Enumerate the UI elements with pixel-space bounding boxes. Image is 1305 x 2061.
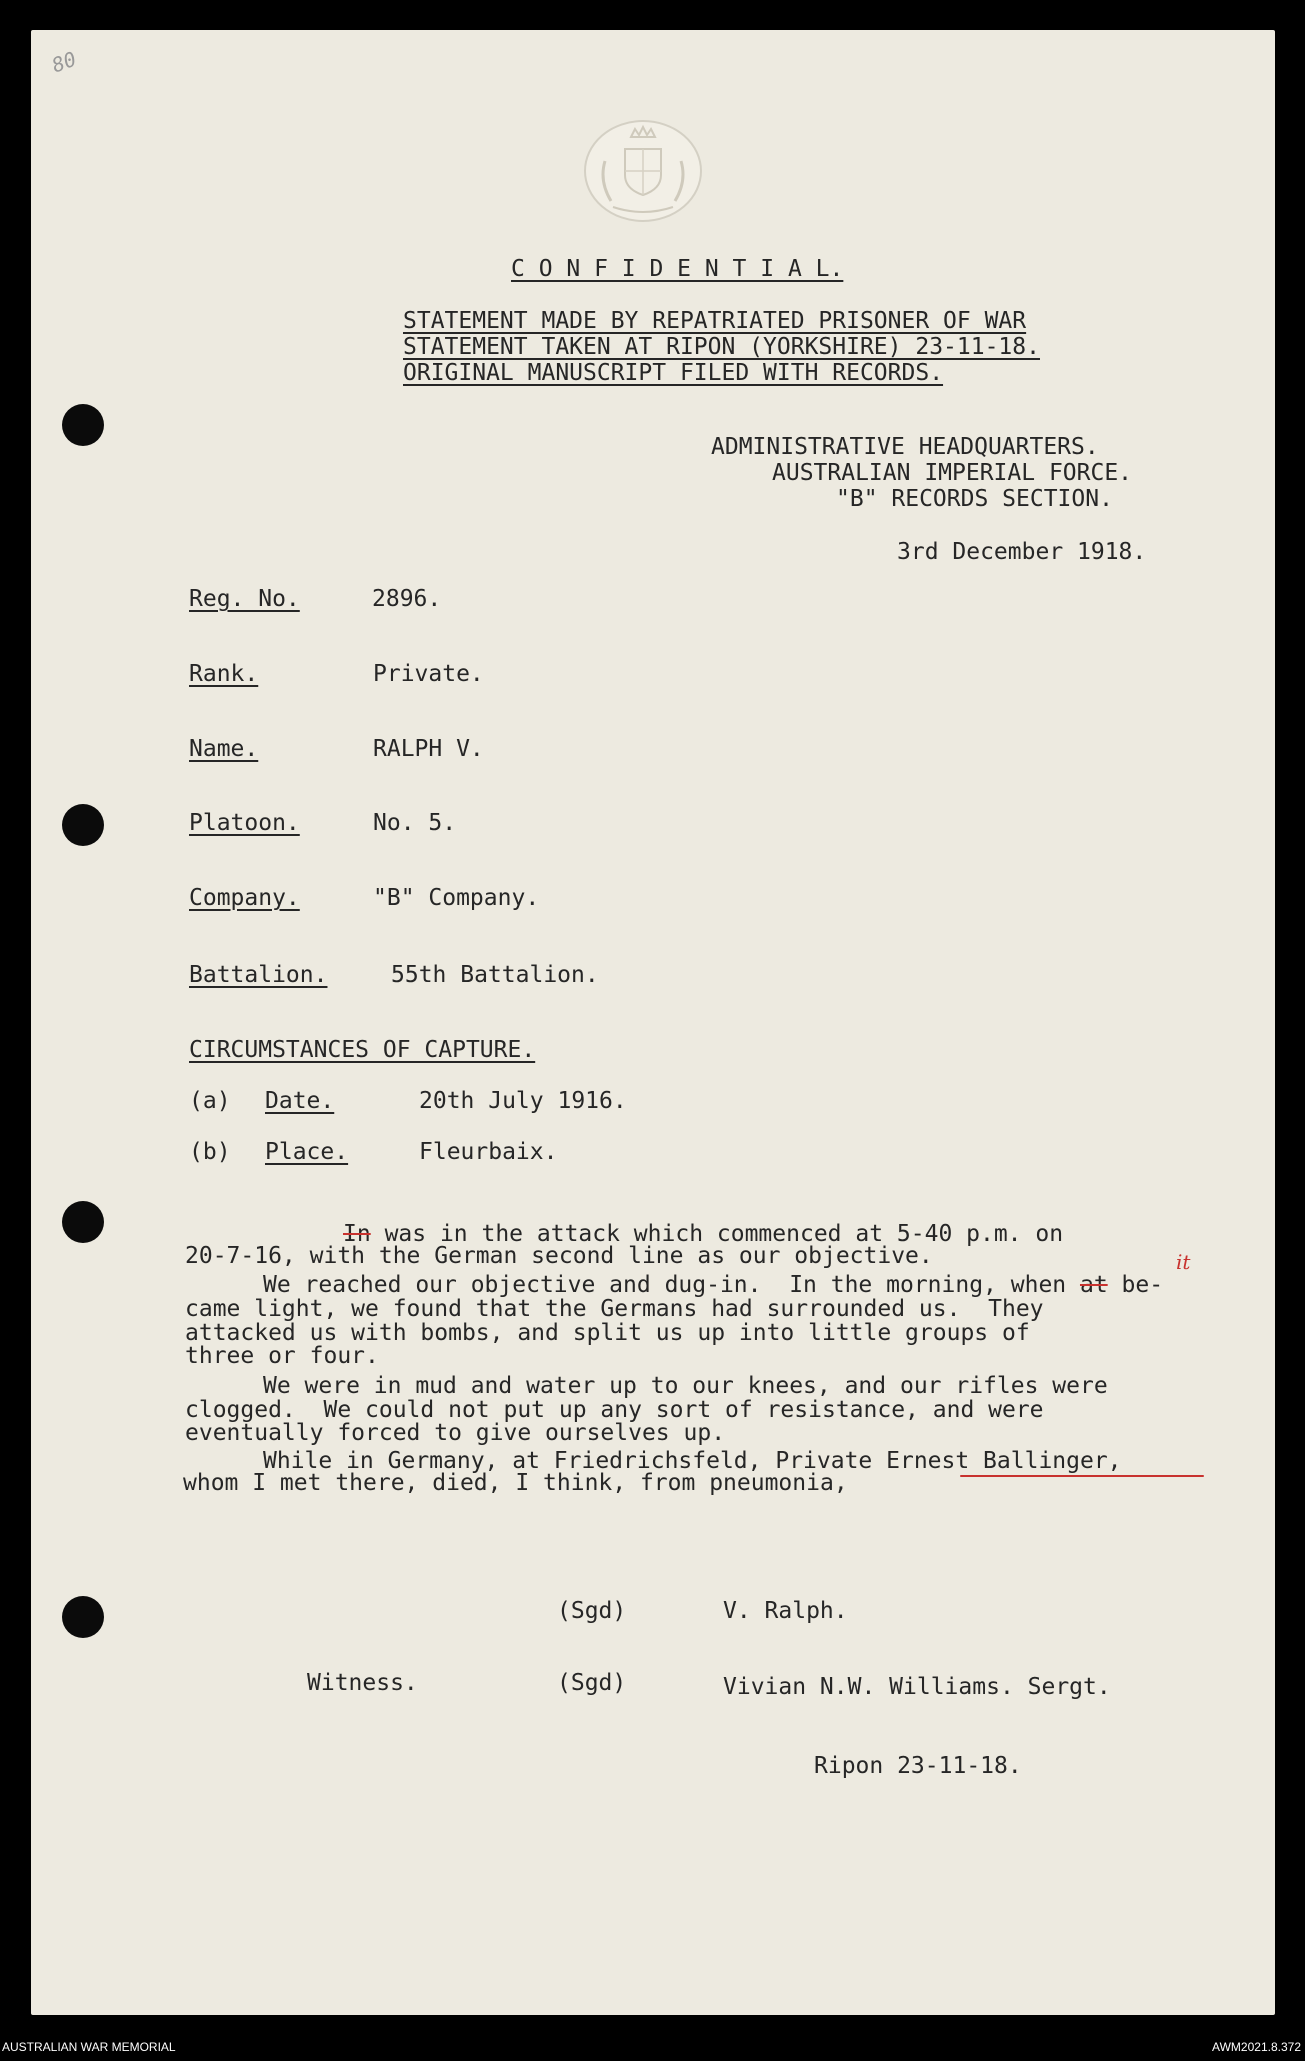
statement-line-1-corrected-word: In xyxy=(343,1221,371,1247)
statement-line-3: We reached our objective and dug-in. In the morning, when at be- xyxy=(263,1272,1164,1298)
footer-left: AUSTRALIAN WAR MEMORIAL xyxy=(2,2040,176,2054)
capture-date-value: 20th July 1916. xyxy=(419,1088,627,1114)
statement-title-line-3: ORIGINAL MANUSCRIPT FILED WITH RECORDS. xyxy=(403,360,944,386)
field-value-name: RALPH V. xyxy=(373,736,484,762)
punch-hole xyxy=(62,404,104,446)
document-date: 3rd December 1918. xyxy=(897,539,1147,565)
statement-title-line-1: STATEMENT MADE BY REPATRIATED PRISONER OF WAR xyxy=(403,308,1027,334)
field-value-rank: Private. xyxy=(373,661,484,687)
field-label-rank: Rank. xyxy=(189,661,259,687)
field-value-battalion: 55th Battalion. xyxy=(391,962,599,988)
footer-right: AWM2021.8.372 xyxy=(1212,2040,1301,2054)
statement-line-2: 20-7-16, with the German second line as our objective. xyxy=(185,1243,933,1269)
statement-line-6: three or four. xyxy=(185,1343,379,1369)
signing-place-date: Ripon 23-11-18. xyxy=(814,1753,1022,1779)
statement-title-line-2: STATEMENT TAKEN AT RIPON (YORKSHIRE) 23-11-18. xyxy=(403,334,1040,360)
capture-place-marker: (b) xyxy=(189,1139,231,1165)
statement-line-10: While in Germany, at Friedrichsfeld, Private Ernest Ballinger, xyxy=(263,1448,1122,1474)
signer-name: V. Ralph. xyxy=(723,1598,848,1624)
handwritten-insertion: it xyxy=(1176,1250,1191,1274)
office-line-3: "B" RECORDS SECTION. xyxy=(836,486,1113,512)
royal-coat-of-arms-emboss xyxy=(583,119,703,222)
field-value-reg-no: 2896. xyxy=(372,586,442,612)
punch-hole xyxy=(62,1596,104,1638)
field-value-company: "B" Company. xyxy=(373,885,540,911)
statement-line-4: came light, we found that the Germans had surrounded us. They xyxy=(185,1296,1044,1322)
red-pen-underline xyxy=(960,1475,1204,1477)
witness-label: Witness. xyxy=(307,1670,418,1696)
statement-line-8: clogged. We could not put up any sort of resistance, and were xyxy=(185,1397,1044,1423)
statement-line-7: We were in mud and water up to our knees, and our rifles were xyxy=(263,1373,1108,1399)
punch-hole xyxy=(62,1201,104,1243)
office-line-1: ADMINISTRATIVE HEADQUARTERS. xyxy=(711,434,1099,460)
office-line-2: AUSTRALIAN IMPERIAL FORCE. xyxy=(772,460,1133,486)
field-label-platoon: Platoon. xyxy=(189,810,300,836)
punch-hole xyxy=(62,804,104,846)
pencil-annotation: 80 xyxy=(48,46,80,78)
statement-line-9: eventually forced to give ourselves up. xyxy=(185,1420,726,1446)
sgd-label-1: (Sgd) xyxy=(557,1598,627,1624)
confidential-heading: C O N F I D E N T I A L. xyxy=(511,256,844,282)
field-value-platoon: No. 5. xyxy=(373,810,457,836)
capture-heading: CIRCUMSTANCES OF CAPTURE. xyxy=(189,1037,536,1063)
field-label-company: Company. xyxy=(189,885,300,911)
field-label-battalion: Battalion. xyxy=(189,962,328,988)
capture-date-marker: (a) xyxy=(189,1088,231,1114)
field-label-reg-no: Reg. No. xyxy=(189,586,300,612)
statement-line-11: whom I met there, died, I think, from pneumonia, xyxy=(183,1470,848,1496)
field-label-name: Name. xyxy=(189,736,259,762)
statement-line-5: attacked us with bombs, and split us up into little groups of xyxy=(185,1320,1030,1346)
capture-place-label: Place. xyxy=(265,1139,349,1165)
struck-word: at xyxy=(1079,1272,1108,1298)
sgd-label-2: (Sgd) xyxy=(557,1670,627,1696)
capture-place-value: Fleurbaix. xyxy=(419,1139,558,1165)
witness-name: Vivian N.W. Williams. Sergt. xyxy=(723,1674,1111,1700)
statement-line-1: In was in the attack which commenced at 5-40 p.m. on xyxy=(343,1221,1064,1247)
capture-date-label: Date. xyxy=(265,1088,335,1114)
